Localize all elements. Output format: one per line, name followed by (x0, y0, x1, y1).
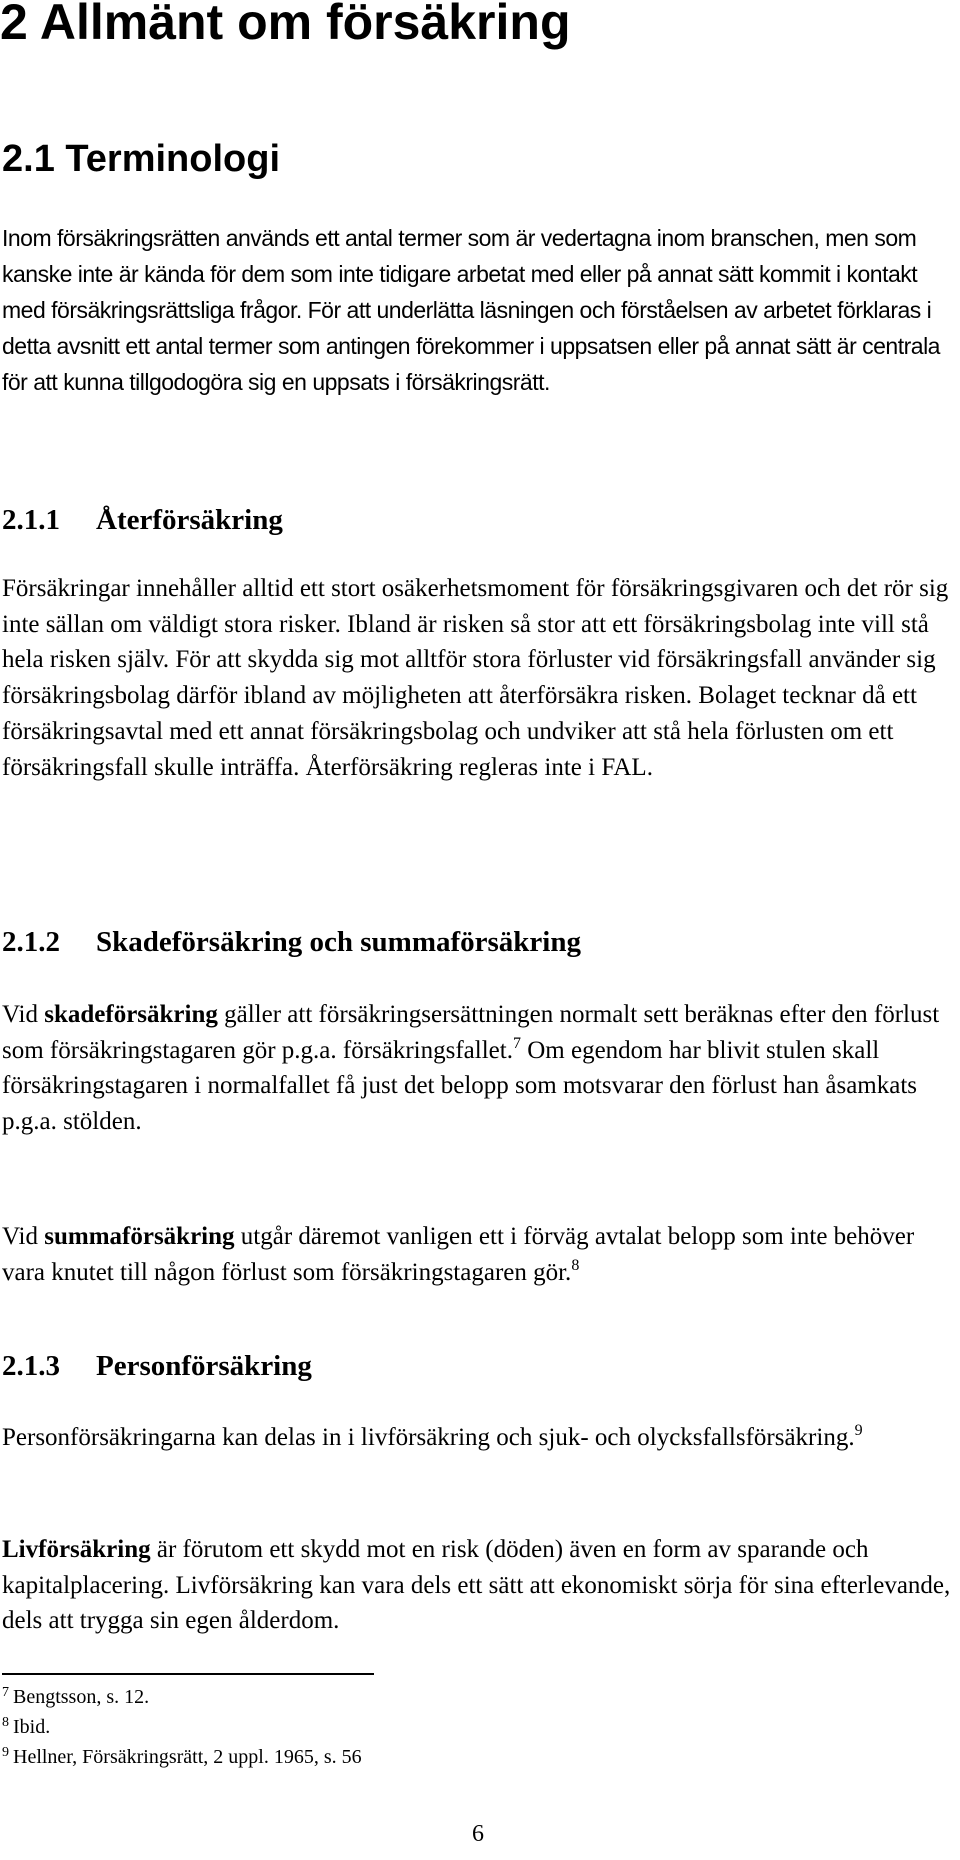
text-run: gäller att försäkringsersättningen normalt sett beräknas efter den förlust som försäkringstagaren gör p.g.a. försäkringsfallet. (2, 1001, 940, 1064)
bold-term: summaförsäkring (44, 1223, 235, 1250)
footnote-ref: 8 (571, 1256, 580, 1274)
subsection-title: Återförsäkring (96, 504, 283, 536)
footnote-ref: 9 (854, 1422, 863, 1439)
footnote-marker: 8 (2, 1715, 9, 1730)
footnote-text: Ibid. (13, 1716, 51, 1738)
footnote-text: Hellner, Försäkringsrätt, 2 uppl. 1965, s. 56 (13, 1746, 362, 1768)
text-run: Personförsäkringarna kan delas in i livförsäkring och sjuk- och olycksfallsförsäkring. (2, 1424, 855, 1451)
chapter-heading: 2 Allmänt om försäkring (0, 0, 571, 50)
subsection-heading-damage-sum (2, 924, 581, 960)
page-number: 6 (472, 1821, 484, 1847)
subsection-heading-personal (2, 1348, 312, 1384)
footnote (2, 1715, 50, 1739)
subsection-number: 2.1.1 (2, 504, 60, 536)
text-run: Om egendom har blivit stulen skall försäkringstagaren i normalfallet få just det belopp som motsvarar den förlust han åsamkats p.g.a. stölden. (2, 1036, 918, 1136)
footnote-marker: 9 (2, 1745, 9, 1760)
subsection-heading-reinsurance (2, 502, 283, 538)
footnote-text: Bengtsson, s. 12. (13, 1686, 150, 1708)
subsection-number: 2.1.3 (2, 1350, 60, 1382)
personal-insurance-paragraph (2, 1420, 952, 1456)
text-run: Vid (2, 1223, 45, 1250)
text-run: är förutom ett skydd mot en risk (döden) även en form av sparande och kapitalplacering. Livförsäkring kan vara dels ett sätt att ekonomiskt sörja för sina efterlevande, dels att trygga sin egen ålderdom. (2, 1536, 951, 1635)
subsection-number: 2.1.2 (2, 926, 60, 958)
life-insurance-paragraph (2, 1532, 952, 1639)
bold-term: Livförsäkring (2, 1536, 151, 1563)
section-heading: 2.1 Terminologi (2, 138, 281, 180)
footnote-marker: 7 (2, 1685, 9, 1700)
subsection-title: Skadeförsäkring och summaförsäkring (96, 926, 581, 958)
sum-insurance-paragraph (2, 1219, 952, 1290)
footnote-ref: 7 (512, 1034, 521, 1052)
footnote (2, 1745, 362, 1769)
footnote-divider (2, 1673, 374, 1675)
text-run: Vid (2, 1001, 45, 1028)
damage-insurance-paragraph (2, 997, 952, 1140)
reinsurance-paragraph: Försäkringar innehåller alltid ett stort osäkerhetsmoment för försäkringsgivaren och det rör sig inte sällan om väldigt stora risker. Ibland är risken så stor att ett försäkringsbolag inte vill stå hela risken själv. För att skydda sig mot alltför stora förluster vid försäkringsfall använder sig försäkringsbolag därför ibland av möjligheten att återförsäkra risken. Bolaget tecknar då ett försäkringsavtal med ett annat försäkringsbolag och undviker att stå hela förlusten om ett försäkringsfall skulle inträffa. Återförsäkring regleras inte i FAL. (2, 575, 949, 781)
intro-paragraph: Inom försäkringsrätten används ett antal termer som är vedertagna inom branschen, men som kanske inte är kända för dem som inte tidigare arbetat med eller på annat sätt kommit i kontakt med försäkringsrättsliga frågor. För att underlätta läsningen och förståelsen av arbetet förklaras i detta avsnitt ett antal termer som antingen förekommer i uppsatsen eller på annat sätt är centrala för att kunna tillgodogöra sig en uppsats i försäkringsrätt. (2, 225, 940, 395)
bold-term: skadeförsäkring (44, 1001, 218, 1028)
subsection-title: Personförsäkring (96, 1350, 312, 1382)
footnote (2, 1685, 149, 1709)
text-run: utgår däremot vanligen ett i förväg avtalat belopp som inte behöver vara knutet till någon förlust som försäkringstagaren gör. (2, 1223, 915, 1286)
